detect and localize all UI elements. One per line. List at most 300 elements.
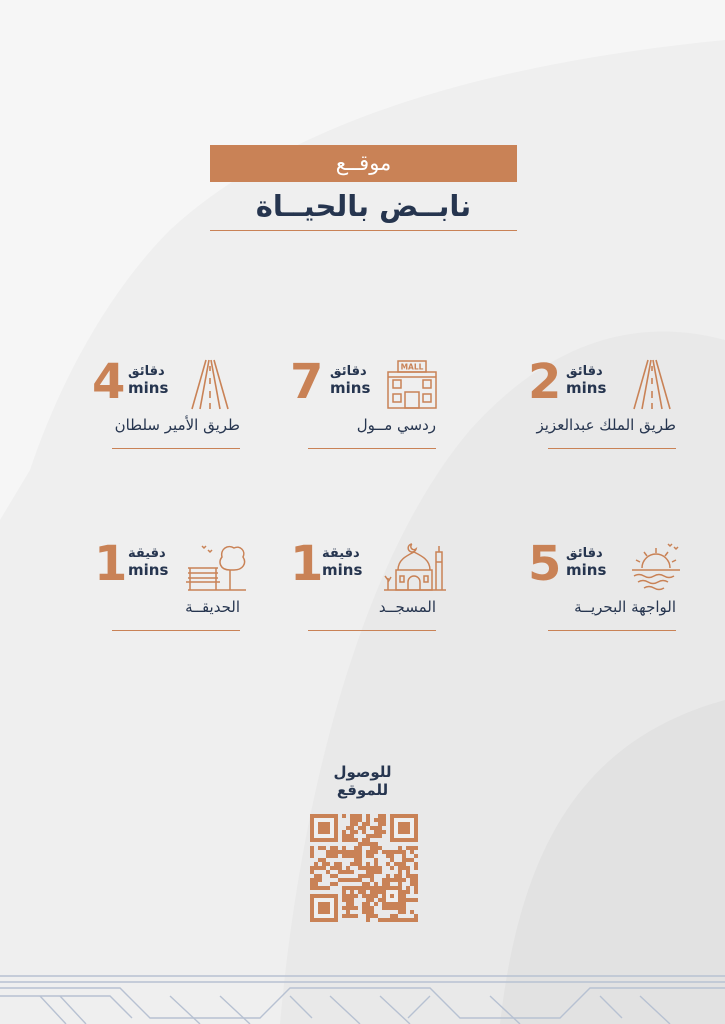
qr-module (362, 886, 366, 890)
qr-module (354, 894, 358, 898)
unit-english: mins (128, 561, 169, 579)
qr-module (330, 846, 334, 850)
qr-module (374, 862, 378, 866)
qr-module (370, 866, 374, 870)
qr-module (354, 886, 358, 890)
qr-module (402, 898, 406, 902)
qr-module (326, 854, 330, 858)
qr-module (366, 902, 370, 906)
qr-module (346, 898, 350, 902)
qr-module (342, 886, 346, 890)
qr-module (318, 866, 322, 870)
location-label: ردسي مــول (356, 416, 436, 434)
qr-module (398, 878, 402, 882)
qr-module (358, 854, 362, 858)
qr-module (350, 822, 354, 826)
qr-module (374, 834, 378, 838)
qr-module (358, 842, 362, 846)
qr-module (350, 878, 354, 882)
qr-module (362, 842, 366, 846)
qr-module (330, 866, 334, 870)
unit-english: mins (330, 379, 371, 397)
qr-module (370, 898, 374, 902)
qr-module (362, 894, 366, 898)
qr-module (362, 866, 366, 870)
qr-module (358, 850, 362, 854)
qr-module (358, 858, 362, 862)
qr-module (358, 890, 362, 894)
qr-module (390, 918, 394, 922)
qr-module (354, 914, 358, 918)
qr-module (346, 914, 350, 918)
qr-module (402, 890, 406, 894)
qr-module (354, 838, 358, 842)
mall-icon (384, 358, 440, 410)
qr-module (366, 874, 370, 878)
item-underline (548, 448, 676, 449)
qr-module (402, 906, 406, 910)
qr-module (370, 870, 374, 874)
qr-module (378, 890, 382, 894)
qr-module (394, 862, 398, 866)
qr-module (366, 910, 370, 914)
qr-module (414, 914, 418, 918)
qr-module (390, 906, 394, 910)
qr-module (406, 858, 410, 862)
qr-module (350, 854, 354, 858)
qr-module (410, 846, 414, 850)
qr-module (358, 818, 362, 822)
qr-module (358, 874, 362, 878)
qr-module (342, 846, 346, 850)
qr-module (386, 906, 390, 910)
qr-module (346, 894, 350, 898)
qr-module (310, 882, 314, 886)
qr-module (330, 882, 334, 886)
qr-module (314, 862, 318, 866)
qr-module (378, 898, 382, 902)
park-bench-icon (186, 540, 246, 592)
qr-module (338, 866, 342, 870)
qr-module (366, 854, 370, 858)
qr-module (342, 898, 346, 902)
qr-module (338, 862, 342, 866)
location-label: الحديقــة (185, 598, 240, 616)
qr-module (394, 874, 398, 878)
qr-module (318, 902, 330, 914)
qr-module (366, 814, 370, 818)
mosque-icon (382, 540, 448, 592)
location-label: المسجــد (378, 598, 436, 616)
qr-module (342, 906, 346, 910)
qr-module (326, 862, 330, 866)
qr-module (334, 854, 338, 858)
qr-module (402, 918, 406, 922)
qr-module (410, 878, 414, 882)
qr-module (346, 878, 350, 882)
qr-module (350, 870, 354, 874)
minutes-value: 7 (290, 354, 324, 410)
qr-module (318, 858, 322, 862)
qr-module (394, 914, 398, 918)
qr-module (378, 830, 382, 834)
qr-module (398, 850, 402, 854)
header-underline (210, 230, 517, 231)
unit-arabic: دقائق (566, 546, 603, 561)
road-icon (182, 358, 238, 410)
qr-module (322, 866, 326, 870)
qr-module (410, 910, 414, 914)
qr-module (398, 874, 402, 878)
location-waterfront (528, 536, 676, 640)
qr-module (398, 918, 402, 922)
qr-module (382, 850, 386, 854)
qr-module (370, 846, 374, 850)
qr-module (334, 866, 338, 870)
qr-module (414, 886, 418, 890)
qr-module (314, 882, 318, 886)
qr-module (338, 850, 342, 854)
qr-module (366, 842, 370, 846)
qr-module (386, 874, 390, 878)
qr-module (350, 830, 354, 834)
qr-module (318, 846, 322, 850)
qr-module (362, 906, 366, 910)
qr-module (382, 906, 386, 910)
qr-module (318, 874, 322, 878)
qr-module (310, 854, 314, 858)
qr-module (366, 818, 370, 822)
qr-module (386, 862, 390, 866)
qr-module (414, 862, 418, 866)
qr-module (358, 846, 362, 850)
unit-arabic: دقائق (330, 364, 367, 379)
qr-module (310, 870, 314, 874)
qr-module (330, 850, 334, 854)
qr-module (394, 878, 398, 882)
qr-module (350, 894, 354, 898)
qr-module (370, 914, 374, 918)
qr-module (358, 826, 362, 830)
qr-module (362, 890, 366, 894)
qr-module (342, 854, 346, 858)
qr-module (362, 910, 366, 914)
qr-module (414, 866, 418, 870)
qr-module (314, 866, 318, 870)
qr-module (378, 814, 382, 818)
qr-module (362, 822, 366, 826)
qr-module (322, 862, 326, 866)
qr-module (354, 814, 358, 818)
qr-module (366, 834, 370, 838)
qr-caption-line-1: للوصول (333, 763, 392, 781)
qr-module (346, 834, 350, 838)
qr-module (342, 870, 346, 874)
item-underline (308, 448, 436, 449)
qr-module (322, 886, 326, 890)
qr-module (414, 874, 418, 878)
qr-module (374, 818, 378, 822)
qr-module (370, 890, 374, 894)
qr-module (406, 870, 410, 874)
qr-module (398, 882, 402, 886)
qr-module (346, 826, 350, 830)
qr-module (390, 914, 394, 918)
qr-module (346, 906, 350, 910)
qr-module (414, 846, 418, 850)
qr-module (366, 914, 370, 918)
qr-module (378, 866, 382, 870)
qr-module (318, 886, 322, 890)
qr-module (358, 866, 362, 870)
qr-module (390, 850, 394, 854)
qr-module (342, 838, 346, 842)
qr-module (350, 890, 354, 894)
unit-arabic: دقيقة (128, 546, 166, 561)
qr-module (366, 898, 370, 902)
unit-english: mins (566, 379, 607, 397)
qr-module (414, 898, 418, 902)
qr-module (354, 862, 358, 866)
qr-module (338, 878, 342, 882)
qr-module (326, 870, 330, 874)
qr-module (374, 826, 378, 830)
qr-module (378, 826, 382, 830)
qr-module (354, 830, 358, 834)
qr-module (378, 846, 382, 850)
qr-module (334, 862, 338, 866)
qr-module (326, 886, 330, 890)
qr-module (398, 822, 410, 834)
qr-module (406, 846, 410, 850)
qr-module (410, 918, 414, 922)
qr-module (382, 822, 386, 826)
qr-module (354, 818, 358, 822)
mall-sign-text: MALL (400, 362, 424, 372)
qr-module (362, 826, 366, 830)
qr-module (322, 846, 326, 850)
qr-module (370, 906, 374, 910)
qr-module (406, 890, 410, 894)
qr-module (402, 902, 406, 906)
qr-caption (300, 763, 425, 799)
qr-module (366, 906, 370, 910)
qr-module (350, 838, 354, 842)
qr-module (382, 814, 386, 818)
item-underline (112, 448, 240, 449)
qr-module (406, 874, 410, 878)
qr-module (374, 830, 378, 834)
qr-module (374, 866, 378, 870)
qr-module (362, 902, 366, 906)
qr-module (354, 846, 358, 850)
qr-module (374, 870, 378, 874)
location-park (94, 536, 240, 640)
qr-module (398, 910, 402, 914)
qr-module (358, 878, 362, 882)
unit-english: mins (128, 379, 169, 397)
qr-module (354, 906, 358, 910)
item-underline (112, 630, 240, 631)
qr-module (354, 858, 358, 862)
qr-module (358, 814, 362, 818)
qr-module (378, 918, 382, 922)
qr-module (390, 866, 394, 870)
qr-module (402, 862, 406, 866)
qr-module (346, 850, 350, 854)
qr-module (354, 878, 358, 882)
location-prince-sultan-road (92, 354, 240, 458)
qr-module (346, 866, 350, 870)
qr-module (390, 878, 394, 882)
qr-module (366, 894, 370, 898)
qr-module (334, 850, 338, 854)
qr-module (366, 862, 370, 866)
qr-module (346, 870, 350, 874)
qr-module (378, 834, 382, 838)
location-redsea-mall (290, 354, 436, 458)
minutes-value: 5 (528, 536, 562, 592)
qr-module (410, 882, 414, 886)
qr-module (414, 882, 418, 886)
qr-module (386, 854, 390, 858)
qr-module (402, 866, 406, 870)
qr-module (402, 878, 406, 882)
qr-module (370, 878, 374, 882)
qr-module (350, 906, 354, 910)
qr-module (314, 878, 318, 882)
qr-module (346, 838, 350, 842)
location-label: الواجهة البحريــة (574, 598, 676, 616)
qr-module (350, 862, 354, 866)
qr-module (414, 878, 418, 882)
qr-module (342, 814, 346, 818)
qr-module (390, 894, 394, 898)
qr-module (366, 822, 370, 826)
qr-module (346, 886, 350, 890)
qr-module (374, 846, 378, 850)
qr-module (386, 918, 390, 922)
unit-english: mins (566, 561, 607, 579)
qr-module (394, 906, 398, 910)
qr-module (346, 854, 350, 858)
qr-module (382, 882, 386, 886)
qr-module (342, 834, 346, 838)
qr-module (334, 882, 338, 886)
qr-module (398, 906, 402, 910)
qr-module (350, 850, 354, 854)
qr-module (398, 866, 402, 870)
qr-module (350, 814, 354, 818)
qr-module (382, 878, 386, 882)
qr-module (402, 894, 406, 898)
location-king-abdulaziz-road (528, 354, 676, 458)
qr-module (310, 878, 314, 882)
unit-english: mins (322, 561, 363, 579)
qr-module (342, 894, 346, 898)
page-title: نابــض بالحيــاة (255, 189, 472, 223)
qr-module (374, 894, 378, 898)
qr-module (410, 874, 414, 878)
qr-module (330, 854, 334, 858)
qr-module (350, 914, 354, 918)
qr-module (342, 830, 346, 834)
qr-module (402, 854, 406, 858)
qr-module (370, 894, 374, 898)
qr-module (354, 822, 358, 826)
road-icon (624, 358, 680, 410)
qr-module (334, 846, 338, 850)
qr-module (358, 886, 362, 890)
qr-module (366, 918, 370, 922)
qr-module (394, 850, 398, 854)
minutes-value: 1 (94, 536, 128, 592)
item-underline (548, 630, 676, 631)
qr-module (342, 914, 346, 918)
item-underline (308, 630, 436, 631)
qr-module (362, 874, 366, 878)
qr-module (374, 902, 378, 906)
qr-module (374, 858, 378, 862)
qr-module (406, 866, 410, 870)
qr-module (322, 858, 326, 862)
qr-module (374, 842, 378, 846)
qr-caption-line-2: للموقع (336, 781, 389, 799)
qr-module (406, 886, 410, 890)
qr-module (378, 822, 382, 826)
qr-module (310, 846, 314, 850)
qr-module (382, 830, 386, 834)
qr-module (414, 854, 418, 858)
qr-module (342, 878, 346, 882)
qr-module (338, 870, 342, 874)
qr-module (346, 910, 350, 914)
qr-code-icon[interactable] (310, 814, 418, 922)
qr-module (402, 910, 406, 914)
qr-module (354, 854, 358, 858)
qr-module (334, 874, 338, 878)
qr-module (394, 918, 398, 922)
qr-module (314, 874, 318, 878)
minutes-value: 1 (290, 536, 324, 592)
qr-module (402, 850, 406, 854)
qr-module (366, 870, 370, 874)
qr-module (398, 870, 402, 874)
qr-module (362, 830, 366, 834)
minutes-value: 2 (528, 354, 562, 410)
qr-module (382, 818, 386, 822)
qr-module (378, 818, 382, 822)
unit-arabic: دقائق (128, 364, 165, 379)
qr-module (350, 834, 354, 838)
qr-module (410, 858, 414, 862)
qr-module (362, 838, 366, 842)
qr-module (398, 862, 402, 866)
qr-module (386, 878, 390, 882)
location-mosque (290, 536, 436, 640)
qr-module (350, 898, 354, 902)
qr-module (370, 910, 374, 914)
unit-arabic: دقيقة (322, 546, 360, 561)
qr-module (354, 850, 358, 854)
qr-module (310, 886, 314, 890)
qr-module (366, 850, 370, 854)
qr-module (366, 866, 370, 870)
qr-module (410, 850, 414, 854)
qr-module (386, 882, 390, 886)
qr-module (406, 918, 410, 922)
qr-module (382, 918, 386, 922)
